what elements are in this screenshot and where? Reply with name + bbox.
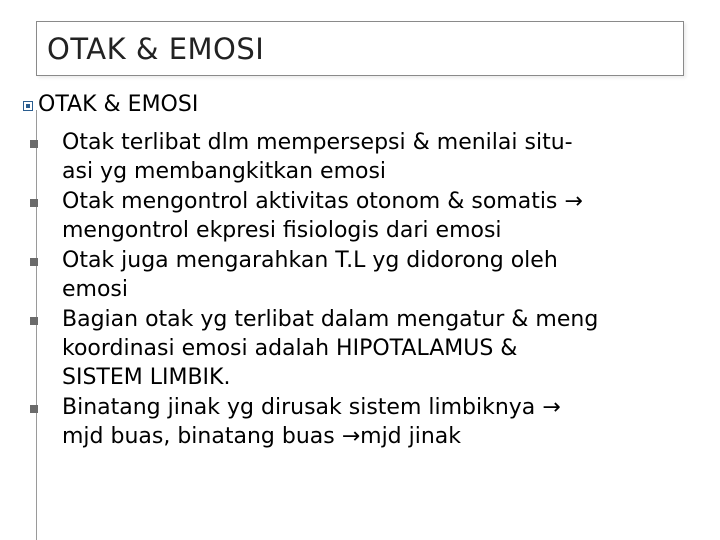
bullet-line: Otak juga mengarahkan T.L yg didorong oleh [62, 248, 558, 273]
bullet-text [62, 246, 672, 304]
square-bullet-icon [30, 140, 38, 148]
bullet-line: mjd jinak [360, 424, 462, 449]
square-bullet-icon [30, 317, 38, 325]
bullet-text [62, 128, 672, 186]
bullet-text [62, 187, 672, 245]
bullet-line: mengontrol ekpresi fisiologis dari emosi [62, 218, 502, 243]
bullet-line: asi yg membangkitkan emosi [62, 159, 387, 184]
square-bullet-icon [30, 199, 38, 207]
bullet-item [0, 305, 720, 392]
slide-title: OTAK & EMOSI [47, 32, 265, 66]
heading-text: OTAK & EMOSI [38, 92, 199, 117]
bullet-line: Bagian otak yg terlibat dalam mengatur & meng [62, 307, 599, 332]
bullet-line: mjd buas, binatang buas [62, 424, 342, 449]
bullet-line: Binatang jinak yg dirusak sistem limbiknya [62, 395, 543, 420]
title-box [36, 21, 684, 76]
square-bullet-icon [30, 258, 38, 266]
bullet-line: Otak terlibat dlm mempersepsi & menilai situ- [62, 130, 573, 155]
bullet-item [0, 128, 720, 186]
bullet-text [62, 305, 672, 392]
bullet-line: emosi [62, 277, 128, 302]
bullet-text [62, 393, 672, 451]
bullet-list [0, 128, 720, 452]
bullet-item [0, 246, 720, 304]
bullet-line: koordinasi emosi adalah HIPOTALAMUS & [62, 336, 518, 361]
bullet-item [0, 393, 720, 451]
square-bullet-icon [30, 405, 38, 413]
square-bullet-icon [23, 101, 33, 111]
bullet-item [0, 187, 720, 245]
right-arrow-icon: → [341, 424, 361, 449]
heading-row [23, 90, 198, 120]
right-arrow-icon: → [564, 189, 583, 214]
bullet-line: Otak mengontrol aktivitas otonom & somatis [62, 189, 565, 214]
right-arrow-icon: → [542, 395, 561, 420]
bullet-line: SISTEM LIMBIK. [62, 365, 231, 390]
